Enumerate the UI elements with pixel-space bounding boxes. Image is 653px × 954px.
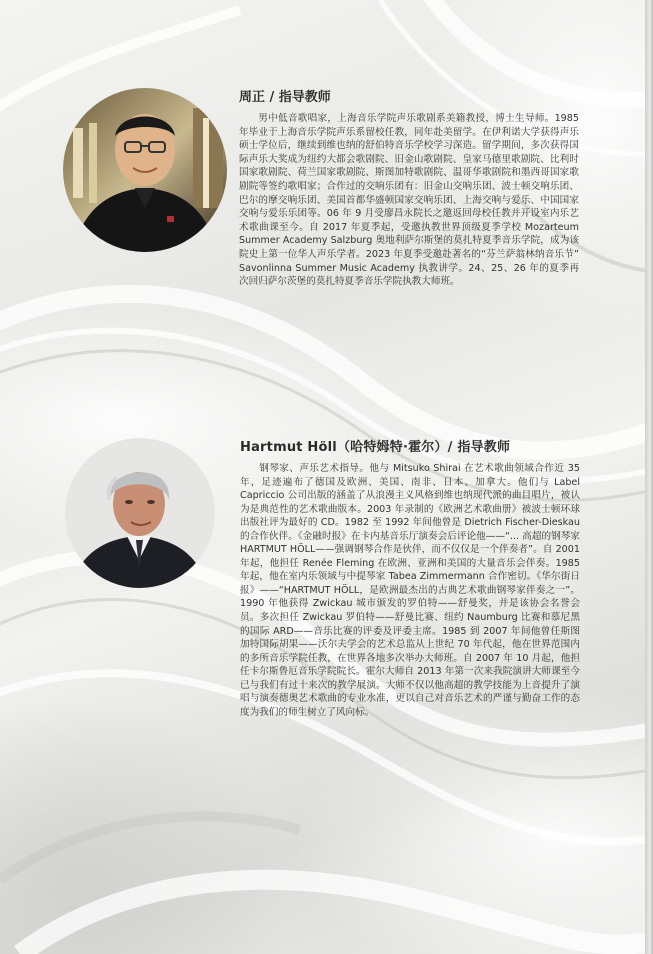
hartmut-holl-portrait xyxy=(65,438,215,588)
section-body-hartmut-holl: 钢琴家、声乐艺术指导。他与 Mitsuko Shirai 在艺术歌曲领域合作近 35 年，足迹遍布了德国及欧洲、美国、南非、日本、加拿大。他们与 Label Capriccio 公司出版的涵盖了从浪漫主义风格到维也纳现代派的曲目唱片，被认为是典范性的艺术歌曲版本。2003 年录制的《欧洲艺术歌曲册》被波士顿环球出版社评为最好的 CD。1982 至 1992 年间他曾是 Dietrich Fischer-Dieskau 的合作伙伴。《金融时报》在卡内基音乐厅演奏会后评论他——“... 高超的钢琴家 HARTMUT HÖLL——强调钢琴合作是伙伴，而不仅仅是一个伴奏者”。自 2001 年起，他担任 Renée Fleming 在欧洲、亚洲和美国的大量音乐会伴奏。1985 年起，他在室内乐领域与中提琴家 Tabea Zimmermann 合作密切。《华尔街日报》——“HARTMUT HÖLL，是欧洲最杰出的古典艺术歌曲钢琴家伴奏之一”。1990 年他获得 Zwickau 城市颁发的罗伯特——舒曼奖，并是该协会名誉会员。多次担任 Zwickau 罗伯特——舒曼比赛、纽约 Naumburg 比赛和慕尼黑的国际 ARD——音乐比赛的评委及评委主席。1985 到 2007 年间他曾任斯图加特国际胡果——沃尔夫学会的艺术总监从上世纪 70 年代起，他在世界范围内的多所音乐学院任教，在世界各地多次举办大师班。自 2007 年 10 月起，他担任卡尔斯鲁厄音乐学院院长。霍尔大师自 2013 年第一次来我院演讲大师课至今已与我们有过十来次的教学展演。大师不仅以他高超的教学技能为上音提升了演唱与演奏德奥艺术歌曲的专业水准，更以自己对音乐艺术的严谨与勤奋工作的态度为我们的师生树立了风向标。 xyxy=(240,463,580,718)
section-heading-zhou-zheng: 周正 / 指导教师 xyxy=(239,90,331,105)
section-body-zhou-zheng: 男中低音歌唱家，上海音乐学院声乐歌剧系美籍教授，博士生导师。1985 年毕业于上海音乐学院声乐系留校任教，同年赴美留学。在伊利诺大学获得声乐硕士学位后，继续到维也纳的舒伯特音乐学校学习深造。留学期间，多次获得国际声乐大奖成为纽约大都会歌剧院、旧金山歌剧院、皇家马德里歌剧院、比利时国家歌剧院、荷兰国家歌剧院、斯图加特歌剧院、温哥华歌剧院和墨西哥国家歌剧院等签约歌唱家；合作过的交响乐团有：旧金山交响乐团、波士顿交响乐团、巴尔的摩交响乐团、美国首都华盛顿国家交响乐团、上海交响与爱乐、中国国家交响与爱乐乐团等。06 年 9 月受廖昌永院长之邀返回母校任教并开设室内乐艺术歌曲课至今。自 2017 年夏季起，受邀执教世界顶级夏季学校 Mozarteum Summer Academy Salzburg 奥地利萨尔斯堡的莫扎特夏季音乐学院，成为该院史上第一位华人声乐学者。2023 年夏季受邀赴著名的“芬兰萨翁林纳音乐节” Savonlinna Summer Music Academy 执教讲学。24、25、26 年的夏季再次回归萨尔茨堡的莫扎特夏季音乐学院执教大师班。 xyxy=(239,113,579,288)
zhou-zheng-portrait xyxy=(63,88,227,252)
page-spine-edge xyxy=(645,0,653,954)
section-heading-hartmut-holl: Hartmut Höll（哈特姆特·霍尔）/ 指导教师 xyxy=(240,440,511,455)
